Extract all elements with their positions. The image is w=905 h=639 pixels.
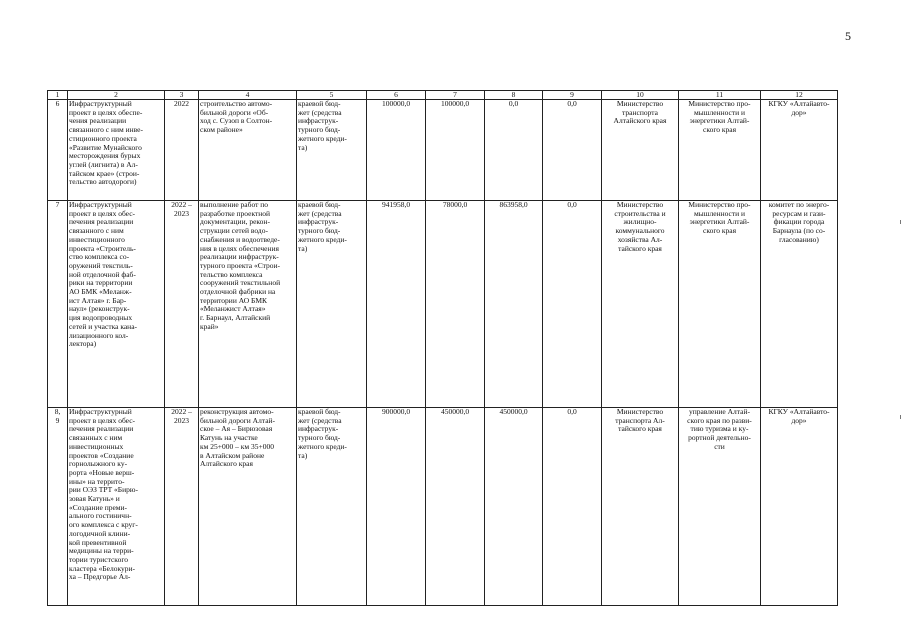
years-cell: 2022 – 2023	[165, 408, 199, 606]
amount-2023-cell: 863958,0	[485, 201, 543, 408]
column-number-row	[48, 91, 838, 100]
column-header: 4	[199, 91, 297, 100]
column-header: 8	[485, 91, 543, 100]
page-number: 5	[845, 29, 851, 43]
years-cell: 2022	[165, 100, 199, 201]
column-header: 3	[165, 91, 199, 100]
amount-total-cell: 941958,0	[367, 201, 426, 408]
amount-2022-cell: 78000,0	[426, 201, 485, 408]
participant-cell: КГКУ «Алтайавто- дор»	[761, 408, 838, 606]
amount-2024-cell: 0,0	[543, 201, 602, 408]
column-header: 12	[761, 91, 838, 100]
scan-artifact	[900, 220, 901, 224]
funding-source-cell: краевой бюд- жет (средства инфраструк- турного бюд- жетного креди- та)	[297, 408, 367, 606]
column-header: 11	[679, 91, 761, 100]
column-header: 1	[48, 91, 68, 100]
amount-2022-cell: 450000,0	[426, 408, 485, 606]
table-row	[48, 201, 838, 408]
row-number: 7	[48, 201, 68, 408]
column-header: 6	[367, 91, 426, 100]
row-number: 8, 9	[48, 408, 68, 606]
amount-2022-cell: 100000,0	[426, 100, 485, 201]
amount-2023-cell: 0,0	[485, 100, 543, 201]
table-row	[48, 408, 838, 606]
coordinator-cell: Министерство про- мышленности и энергетики Алтай- ского края	[679, 100, 761, 201]
activity-cell: реконструкция автомо- бильной дороги Алтай- ское – Ая – Бирюзовая Катунь на участке км 25+000 – км 35+000 в Алтайском районе Алтайского края	[199, 408, 297, 606]
column-header: 7	[426, 91, 485, 100]
funding-source-cell: краевой бюд- жет (средства инфраструк- турного бюд- жетного креди- та)	[297, 201, 367, 408]
amount-total-cell: 900000,0	[367, 408, 426, 606]
participant-cell: комитет по энерго- ресурсам и гази- фикации города Барнаула (по со- гласованию)	[761, 201, 838, 408]
amount-2024-cell: 0,0	[543, 408, 602, 606]
coordinator-cell: Министерство про- мышленности и энергетики Алтай- ского края	[679, 201, 761, 408]
participant-cell: КГКУ «Алтайавто- дор»	[761, 100, 838, 201]
row-number: 6	[48, 100, 68, 201]
responsible-executor-cell: Министерство транспорта Алтайского края	[602, 100, 679, 201]
coordinator-cell: управление Алтай- ского края по разви- тию туризма и ку- рортной деятельно- сти	[679, 408, 761, 606]
activity-cell: строительство автомо- бильной дороги «Об- ход с. Сузоп в Солтон- ском районе»	[199, 100, 297, 201]
program-table	[47, 90, 838, 606]
column-header: 5	[297, 91, 367, 100]
scan-artifact	[900, 415, 901, 419]
project-cell: Инфраструктурный проект в целях обеспе- чения реализации связанного с ним инве- стиционного проекта «Развитие Мунайского месторождения бурых углей (лигнита) в Ал- тайском крае» (строи- тельство автодороги)	[68, 100, 165, 201]
responsible-executor-cell: Министерство строительства и жилищно- коммунального хозяйства Ал- тайского края	[602, 201, 679, 408]
column-header: 10	[602, 91, 679, 100]
activity-cell: выполнение работ по разработке проектной документации, рекон- струкции сетей водо- снабжения и водоотведе- ния в целях обеспечения реализации инфраструк- турного проекта «Строи- тельство комплекса сооружений текстильной отделочной фабрики на территории АО БМК «Меланжист Алтая» г. Барнаул, Алтайский край»	[199, 201, 297, 408]
table-row	[48, 100, 838, 201]
column-header: 9	[543, 91, 602, 100]
amount-total-cell: 100000,0	[367, 100, 426, 201]
project-cell: Инфраструктурный проект в целях обес- печения реализации связанного с ним инвестиционного проекта «Строитель- ство комплекса со- оружений текстиль- ной отделочной фаб- рики на территории АО БМК «Меланж- ист Алтая» г. Бар- наул» (реконструк- ция водопроводных сетей и участка кана- лизационного кол- лектора)	[68, 201, 165, 408]
amount-2024-cell: 0,0	[543, 100, 602, 201]
funding-source-cell: краевой бюд- жет (средства инфраструк- турного бюд- жетного креди- та)	[297, 100, 367, 201]
amount-2023-cell: 450000,0	[485, 408, 543, 606]
responsible-executor-cell: Министерство транспорта Ал- тайского края	[602, 408, 679, 606]
column-header: 2	[68, 91, 165, 100]
project-cell: Инфраструктурный проект в целях обес- печения реализации связанных с ним инвестиционных проектов «Создание горнолыжного ку- рорта «Новые верш- ины» на террито- рии ОЭЗ ТРТ «Бирю- зовая Катунь» и «Создание преми- ального гостиничн- ого комплекса с круг- логодичной клини- кой превентивной медицины на терри- тории туристского кластера «Белокури- ха – Предгорье Ал-	[68, 408, 165, 606]
years-cell: 2022 – 2023	[165, 201, 199, 408]
